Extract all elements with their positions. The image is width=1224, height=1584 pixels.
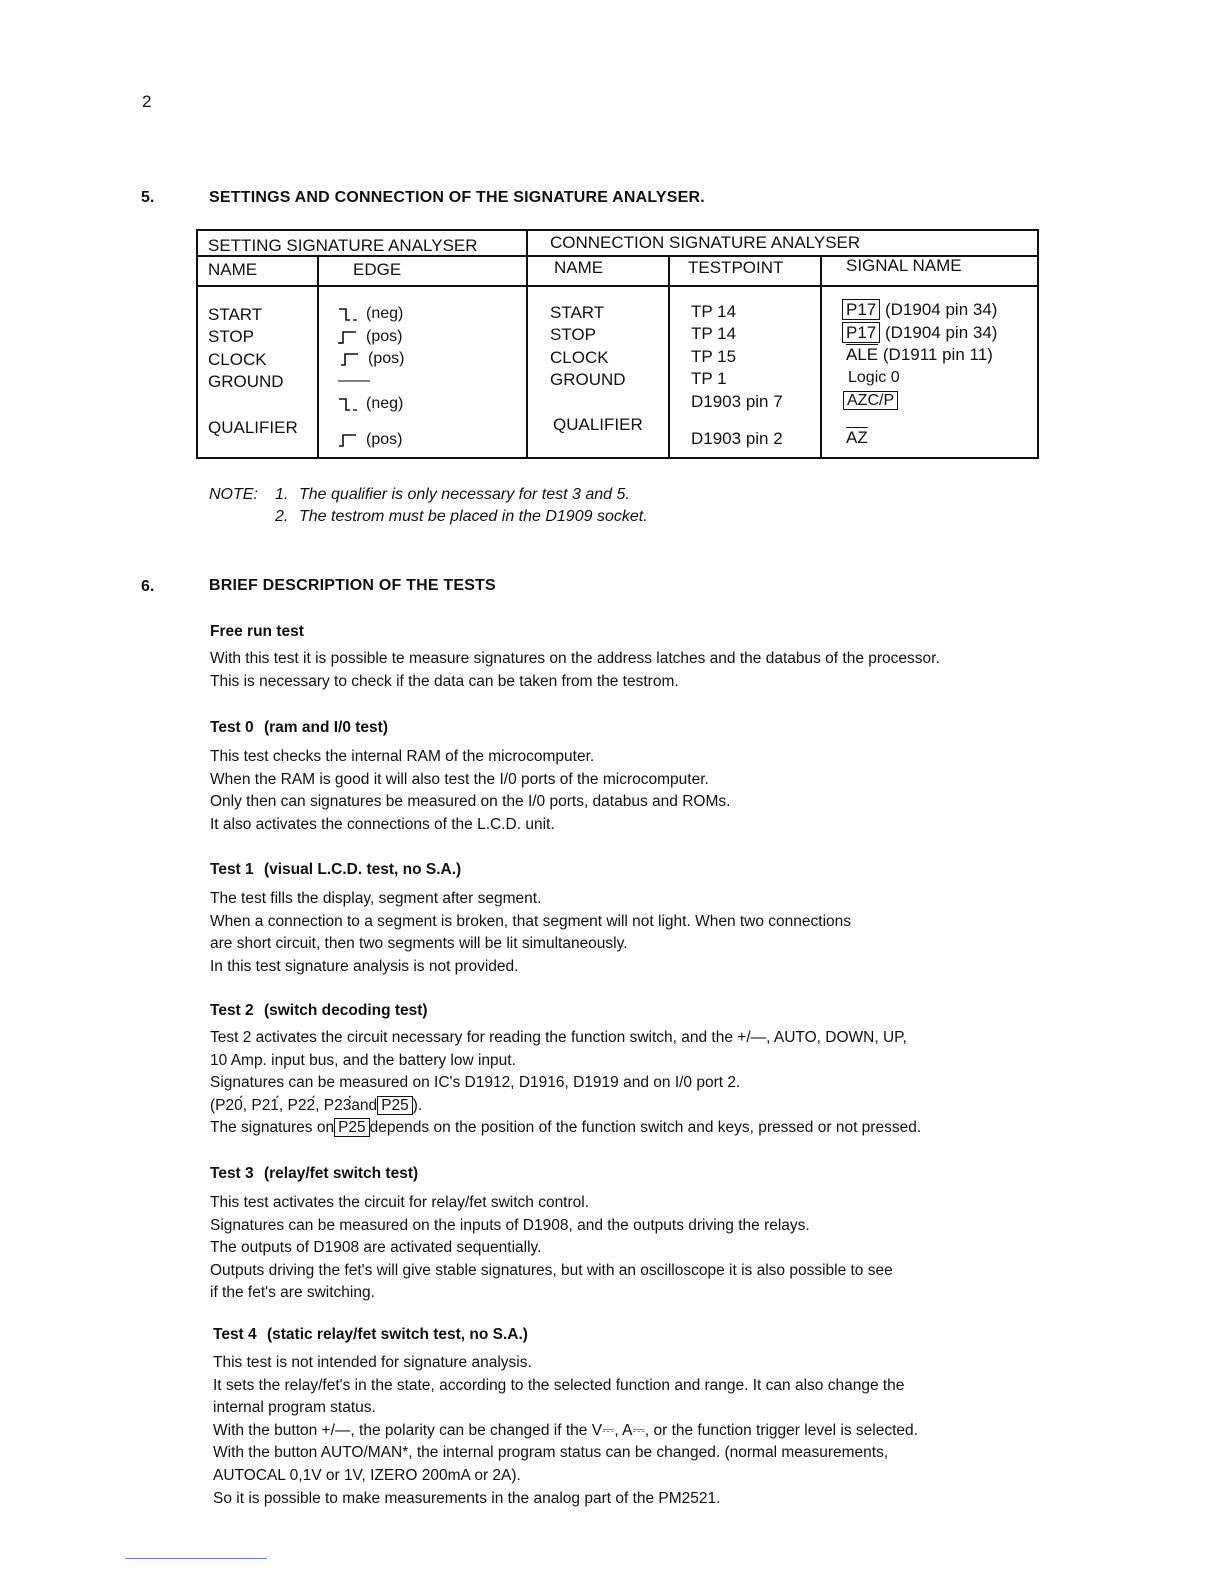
edge-row-stop <box>338 328 402 346</box>
setting-name-stop: STOP <box>208 327 254 347</box>
setting-name-qualifier: QUALIFIER <box>208 418 298 437</box>
signature-analyser-table <box>196 229 1039 459</box>
table-divider-testpoint <box>668 257 670 457</box>
signal-qualifier-neg <box>843 390 898 412</box>
test0-heading-bold: Test 0 <box>210 719 254 736</box>
signal-stop-text: (D1904 pin 34) <box>884 323 998 342</box>
header-name-connection: NAME <box>554 258 604 277</box>
connection-name-clock: CLOCK <box>550 347 609 367</box>
section-5-title: SETTINGS AND CONNECTION OF THE SIGNATURE ANALYSER. <box>209 189 705 206</box>
test3-line: Outputs driving the fet's will give stable signatures, but with an oscilloscope it is also possible to see <box>210 1261 893 1279</box>
test1-line: are short circuit, then two segments will be lit simultaneously. <box>210 935 628 953</box>
connection-name-stop: STOP <box>550 325 596 345</box>
testpoint-stop: TP 14 <box>691 324 737 344</box>
free-run-line: This is necessary to check if the data can be taken from the testrom. <box>210 672 679 690</box>
connection-name-start: START <box>550 303 605 322</box>
test1-line: The test fills the display, segment after segment. <box>210 890 542 907</box>
test2-heading-rest: (switch decoding test) <box>263 1002 428 1019</box>
negative-edge-icon <box>338 306 358 322</box>
header-edge: EDGE <box>353 260 402 279</box>
signal-qualifier-neg-box: AZC/P <box>843 391 898 410</box>
header-testpoint: TESTPOINT <box>688 258 784 277</box>
edge-row-clock <box>340 350 404 368</box>
signal-stop-box: P17 <box>842 322 880 343</box>
edge-row-qualifier-neg <box>338 395 403 413</box>
test1-line: When a connection to a segment is broken, that segment will not light. When two connections <box>210 912 852 930</box>
test4-line: This test is not intended for signature analysis. <box>213 1354 532 1371</box>
test2-sig-suffix: depends on the position of the function switch and keys, pressed or not pressed. <box>369 1119 922 1137</box>
test4-line: It sets the relay/fet's in the state, according to the selected function and range. It can also change the <box>213 1376 905 1394</box>
test3-line: The outputs of D1908 are activated sequentially. <box>210 1239 542 1257</box>
test2-ports-box: P25 <box>377 1096 413 1115</box>
test3-heading-bold: Test 3 <box>210 1165 254 1182</box>
test4-line: AUTOCAL 0,1V or 1V, IZERO 200mA or 2A). <box>213 1466 521 1484</box>
positive-edge-icon <box>338 432 358 448</box>
edge-qualifier-pos: (pos) <box>366 431 403 448</box>
test3-line: This test activates the circuit for relay/fet switch control. <box>210 1194 590 1211</box>
test3-line: if the fet's are switching. <box>210 1284 375 1302</box>
edge-stop: (pos) <box>366 328 403 345</box>
table-divider-edge <box>317 257 319 457</box>
test2-line: 10 Amp. input bus, and the battery low input. <box>210 1051 516 1069</box>
test1-heading-bold: Test 1 <box>210 861 254 878</box>
table-divider-signal <box>820 257 822 457</box>
test4-line: With the button AUTO/MAN*, the internal program status can be changed. (normal measurements, <box>213 1444 889 1462</box>
test2-heading-bold: Test 2 <box>210 1002 254 1019</box>
negative-edge-icon <box>338 396 358 412</box>
header-signal-name: SIGNAL NAME <box>846 256 962 275</box>
positive-edge-icon <box>340 351 360 367</box>
test4-line: internal program status. <box>213 1399 376 1417</box>
connection-name-qualifier: QUALIFIER <box>553 415 643 434</box>
test0-line: Only then can signatures be measured on the I/0 ports, databus and ROMs. <box>210 793 731 811</box>
edge-ground: —— <box>338 372 370 389</box>
test2-signatures-line <box>210 1117 921 1140</box>
test3-line: Signatures can be measured on the inputs of D1908, and the outputs driving the relays. <box>210 1216 810 1234</box>
edge-clock: (pos) <box>368 350 405 367</box>
setting-name-clock: CLOCK <box>208 349 267 369</box>
positive-edge-icon <box>338 329 358 345</box>
test4-line: So it is possible to make measurements in the analog part of the PM2521. <box>213 1489 721 1507</box>
setting-name-ground: GROUND <box>208 372 284 392</box>
page-number: 2 <box>142 92 152 111</box>
test0-heading-rest: (ram and I/0 test) <box>263 719 388 736</box>
test1-line: In this test signature analysis is not provided. <box>210 957 519 975</box>
connection-name-ground: GROUND <box>550 370 626 390</box>
test2-text <box>210 1027 921 1140</box>
note-2-num: 2. <box>275 508 289 525</box>
test0-text <box>210 746 730 836</box>
footer-rule <box>125 1558 267 1559</box>
test2-line: Test 2 activates the circuit necessary for reading the function switch, and the +/—, AUTO, DOWN, UP, <box>210 1029 907 1046</box>
edge-row-qualifier-pos <box>338 431 402 449</box>
test1-text <box>210 888 851 978</box>
test0-line: This test checks the internal RAM of the microcomputer. <box>210 748 595 765</box>
section-6-number: 6. <box>141 578 155 595</box>
test0-line: When the RAM is good it will also test the I/0 ports of the microcomputer. <box>210 770 709 788</box>
signal-qualifier-pos <box>846 427 868 449</box>
test3-text <box>210 1192 893 1305</box>
free-run-heading: Free run test <box>210 623 304 640</box>
signal-start-box: P17 <box>842 299 880 320</box>
edge-row-start <box>338 305 403 323</box>
test2-heading <box>210 1002 428 1020</box>
test3-heading-rest: (relay/fet switch test) <box>263 1165 419 1182</box>
test4-text <box>213 1352 918 1510</box>
signal-start-text: (D1904 pin 34) <box>884 300 998 319</box>
test4-heading-bold: Test 4 <box>213 1326 257 1343</box>
test0-heading <box>210 719 388 737</box>
note-label: NOTE: <box>209 486 258 503</box>
test4-heading <box>213 1326 528 1344</box>
header-name-setting: NAME <box>208 260 258 279</box>
test1-heading <box>210 861 461 879</box>
test2-sig-box: P25 <box>334 1118 370 1137</box>
signal-clock <box>846 344 993 366</box>
signal-start <box>842 299 997 321</box>
header-connection-group: CONNECTION SIGNATURE ANALYSER <box>550 233 861 252</box>
signal-clock-text: (D1911 pin 11) <box>882 345 993 364</box>
edge-qualifier-neg: (neg) <box>366 395 404 412</box>
testpoint-start: TP 14 <box>691 302 737 321</box>
free-run-text <box>210 648 940 693</box>
test2-ports-line <box>210 1095 921 1118</box>
test2-ports-prefix: (P20́, P21́, P22́, P23́and <box>210 1096 378 1114</box>
testpoint-qualifier-pos: D1903 pin 2 <box>691 429 783 448</box>
section-6-title: BRIEF DESCRIPTION OF THE TESTS <box>209 577 496 594</box>
signal-clock-over: $\overline{ALE}$ <box>846 345 879 364</box>
testpoint-qualifier-neg: D1903 pin 7 <box>691 391 783 411</box>
signal-qualifier-pos-over: $\overline{AZ}$ <box>846 428 868 447</box>
test0-line: It also activates the connections of the L.C.D. unit. <box>210 815 555 833</box>
testpoint-clock: TP 15 <box>691 346 737 366</box>
test2-sig-prefix: The signatures on <box>210 1119 335 1137</box>
signal-ground: Logic 0 <box>848 369 900 386</box>
testpoint-ground: TP 1 <box>691 369 727 389</box>
note-1-text: The qualifier is only necessary for test 3 and 5. <box>299 486 630 503</box>
connection-names-column <box>550 302 626 392</box>
note-1-num: 1. <box>275 486 289 503</box>
setting-names-column <box>208 304 284 394</box>
test4-heading-rest: (static relay/fet switch test, no S.A.) <box>266 1326 528 1343</box>
table-divider-main <box>526 231 528 457</box>
signal-stop <box>842 322 997 344</box>
setting-name-start: START <box>208 305 263 324</box>
note-2-text: The testrom must be placed in the D1909 socket. <box>299 508 648 525</box>
testpoints-column <box>691 301 783 413</box>
edge-start: (neg) <box>366 305 404 322</box>
free-run-line: With this test it is possible te measure signatures on the address latches and the databus of the processor. <box>210 650 940 667</box>
edge-row-ground <box>338 372 370 390</box>
test1-heading-rest: (visual L.C.D. test, no S.A.) <box>263 861 462 878</box>
header-setting-group: SETTING SIGNATURE ANALYSER <box>208 236 478 255</box>
test2-ports-suffix: ). <box>412 1096 423 1114</box>
table-rule-2 <box>198 285 1037 287</box>
test2-line: Signatures can be measured on IC's D1912, D1916, D1919 and on I/0 port 2. <box>210 1074 741 1092</box>
section-5-number: 5. <box>141 189 155 206</box>
test3-heading <box>210 1165 418 1183</box>
test4-line: With the button +/—, the polarity can be changed if the V⎓, A⎓, or the function trigger level is selected. <box>213 1421 918 1439</box>
